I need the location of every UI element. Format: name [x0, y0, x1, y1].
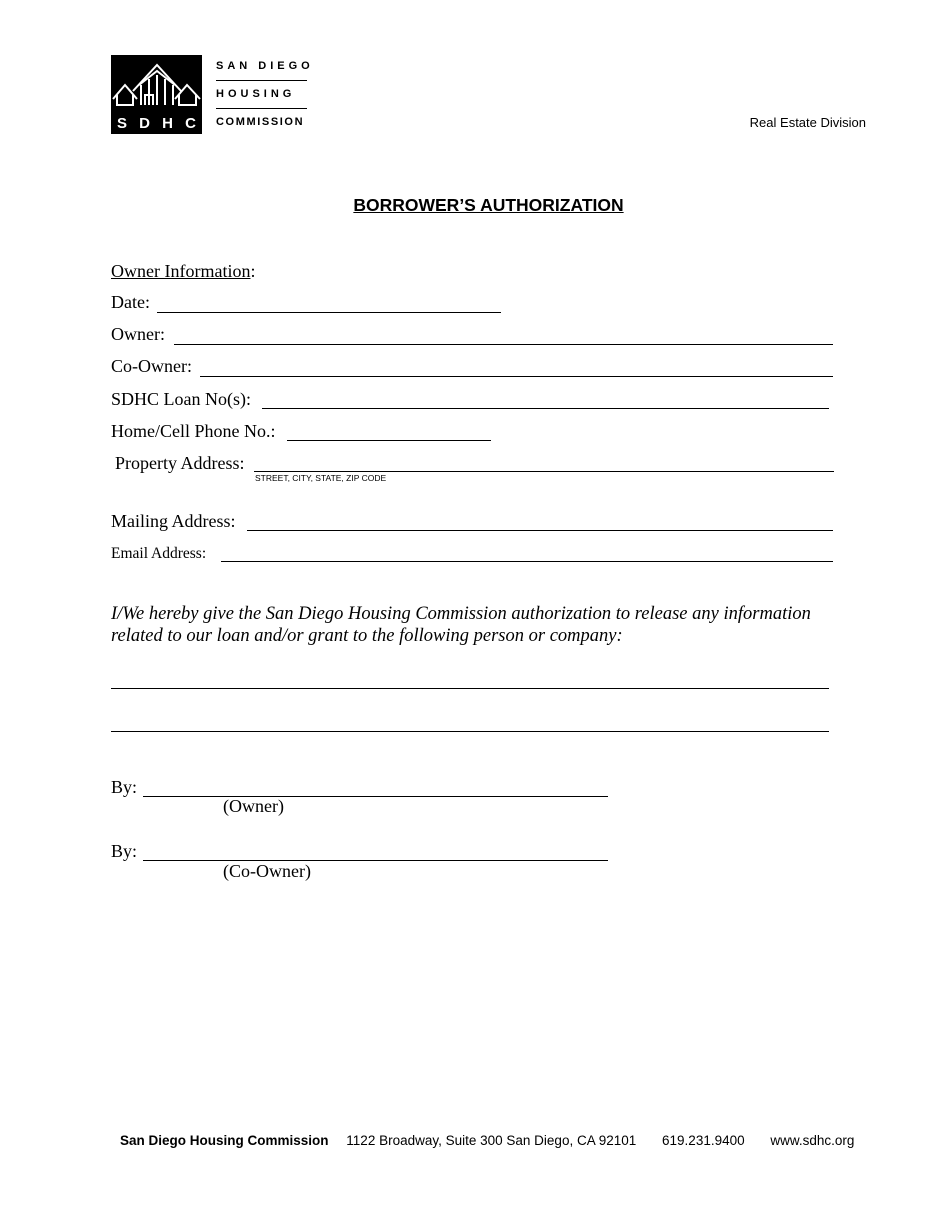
footer-address: 1122 Broadway, Suite 300 San Diego, CA 92101 — [346, 1133, 637, 1148]
mailing-address-field[interactable] — [247, 530, 833, 531]
recipient-line-1[interactable] — [111, 688, 829, 689]
co-owner-signature-label: By: — [111, 841, 138, 861]
phone-field[interactable] — [287, 440, 491, 441]
co-owner-field[interactable] — [200, 376, 833, 377]
logo-divider — [216, 80, 307, 81]
section-label: Owner Information — [111, 261, 251, 281]
authorization-statement: I/We hereby give the San Diego Housing Commission authorization to release any information related to our loan and/or grant to the following person or company: — [111, 604, 811, 646]
email-address-label: Email Address: — [111, 545, 207, 562]
logo-letter: S — [117, 115, 128, 132]
recipient-line-2[interactable] — [111, 731, 829, 732]
co-owner-label: Co-Owner: — [111, 356, 192, 376]
phone-label: Home/Cell Phone No.: — [111, 421, 276, 441]
property-address-caption: STREET, CITY, STATE, ZIP CODE — [255, 473, 387, 483]
owner-signature-caption: (Owner) — [223, 796, 284, 816]
section-heading — [111, 260, 255, 282]
co-owner-signature-field[interactable] — [143, 860, 608, 861]
date-field[interactable] — [157, 312, 501, 313]
page-footer — [120, 1133, 855, 1148]
mailing-address-label: Mailing Address: — [111, 511, 236, 531]
houses-logo-icon — [111, 55, 202, 115]
logo-letters — [111, 115, 202, 132]
co-owner-signature-caption: (Co-Owner) — [223, 861, 311, 881]
logo-word-commission: COMMISSION — [216, 116, 305, 128]
owner-label: Owner: — [111, 324, 165, 344]
property-address-field[interactable] — [254, 471, 834, 472]
logo-letter: H — [162, 115, 173, 132]
loan-number-label: SDHC Loan No(s): — [111, 389, 251, 409]
email-address-field[interactable] — [221, 561, 833, 562]
property-address-label: Property Address: — [115, 453, 245, 473]
section-colon: : — [250, 261, 256, 281]
logo-word-san-diego: SAN DIEGO — [216, 60, 314, 72]
owner-field[interactable] — [174, 344, 833, 345]
logo-word-housing: HOUSING — [216, 88, 296, 100]
loan-number-field[interactable] — [262, 408, 829, 409]
footer-org: San Diego Housing Commission — [120, 1133, 329, 1148]
document-title: BORROWER’S AUTHORIZATION — [353, 195, 624, 215]
sdhc-logo — [111, 55, 202, 134]
owner-signature-field[interactable] — [143, 796, 608, 797]
footer-website[interactable]: www.sdhc.org — [770, 1133, 855, 1148]
division-label: Real Estate Division — [749, 115, 866, 130]
logo-letter: D — [139, 115, 151, 132]
logo-divider — [216, 108, 307, 109]
owner-signature-label: By: — [111, 777, 138, 797]
footer-phone: 619.231.9400 — [662, 1133, 745, 1148]
date-label: Date: — [111, 292, 150, 312]
logo-letter: C — [185, 115, 196, 132]
